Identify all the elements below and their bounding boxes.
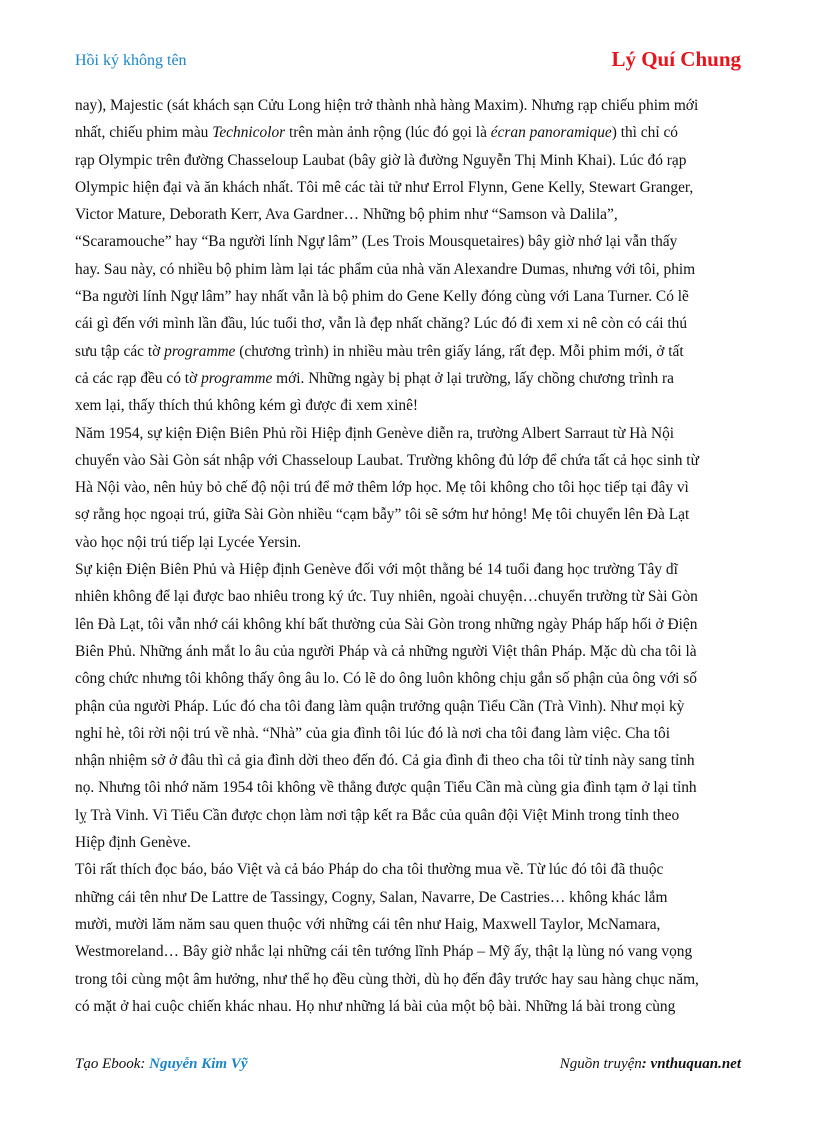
- ebook-maker: Nguyễn Kim Vỹ: [149, 1056, 248, 1072]
- text-segment: Hà Nội vào, nên hủy bỏ chế độ nội trú để mở thêm lớp học. Mẹ tôi không cho tôi học tiếp tại đây vì: [75, 479, 689, 497]
- text-line: [75, 747, 745, 774]
- text-segment: Năm 1954, sự kiện Điện Biên Phủ rồi Hiệp định Genève diễn ra, trường Albert Sarraut từ Hà Nội: [75, 424, 675, 442]
- italic-text: écran panoramique: [490, 124, 612, 142]
- text-line: [75, 856, 745, 883]
- text-segment: Olympic hiện đại và ăn khách nhất. Tôi mê các tài tử như Errol Flynn, Gene Kelly, Stewart Granger,: [75, 178, 694, 196]
- text-segment: Sự kiện Điện Biên Phủ và Hiệp định Genève đối với một thằng bé 14 tuổi đang học trường Tây dĩ: [75, 561, 678, 579]
- text-segment: nhận nhiệm sở ở đâu thì cả gia đình dời theo đến đó. Cả gia đình đi theo cha tôi từ tỉnh này sang tỉnh: [75, 752, 695, 770]
- text-segment: nọ. Nhưng tôi nhớ năm 1954 tôi không về thẳng được quận Tiểu Cần mà cùng gia đình tạm ở lại tỉnh: [75, 779, 697, 797]
- body-paragraph: [75, 856, 745, 1020]
- italic-text: Technicolor: [212, 124, 286, 142]
- italic-text: programme: [201, 369, 273, 387]
- ebook-credit: [75, 1056, 248, 1073]
- text-line: [75, 638, 745, 665]
- text-line: [75, 884, 745, 911]
- text-segment: trên màn ảnh rộng (lúc đó gọi là: [285, 124, 491, 142]
- ebook-label: Tạo Ebook: [75, 1056, 141, 1072]
- text-segment: trong tôi cùng một âm hưởng, như thể họ đều cùng thời, dù họ đến đây trước hay sau hàng chục năm,: [75, 970, 699, 988]
- page-content: [75, 92, 745, 1020]
- text-segment: Biên Phủ. Những ánh mắt lo âu của người Pháp và cả những người Việt thân Pháp. Mặc dù cha tôi là: [75, 642, 697, 660]
- text-line: [75, 338, 745, 365]
- author-name: Lý Quí Chung: [611, 47, 741, 71]
- text-segment: có mặt ở hai cuộc chiến khác nhau. Họ như những lá bài của một bộ bài. Những lá bài trong cùng: [75, 997, 676, 1015]
- text-segment: Westmoreland… Bây giờ nhắc lại những cái tên tướng lĩnh Pháp – Mỹ ấy, thật lạ lùng nó vang vọng: [75, 943, 693, 961]
- text-segment: hay. Sau này, có nhiều bộ phim làm lại tác phẩm của nhà văn Alexandre Dumas, nhưng với tôi, phim: [75, 260, 696, 278]
- text-line: [75, 474, 745, 501]
- source-site: vnthuquan.net: [650, 1056, 741, 1072]
- text-segment: mười, mười lăm năm sau quen thuộc với những cái tên như Haig, Maxwell Taylor, McNamara,: [75, 915, 661, 933]
- text-segment: rạp Olympic trên đường Chasseloup Laubat (bây giờ là đường Nguyễn Thị Minh Khai). Lúc đó rạp: [75, 151, 687, 169]
- text-line: [75, 966, 745, 993]
- text-segment: chuyển vào Sài Gòn sát nhập với Chasseloup Laubat. Trường không đủ lớp để chứa tất cả học sinh từ: [75, 451, 699, 469]
- source-label: Nguồn truyện: [559, 1056, 642, 1072]
- text-segment: Hiệp định Genève.: [75, 834, 191, 852]
- text-line: [75, 283, 745, 310]
- text-segment: mới. Những ngày bị phạt ở lại trường, lấy chồng chương trình ra: [272, 369, 674, 387]
- text-segment: nhất, chiếu phim màu: [75, 124, 213, 142]
- text-segment: sợ rằng học ngoại trú, giữa Sài Gòn nhiều “cạm bẫy” tôi sẽ sớm hư hỏng! Mẹ tôi chuyển lên Đà Lạt: [75, 506, 690, 524]
- text-segment: vào học nội trú tiếp lại Lycée Yersin.: [75, 533, 302, 551]
- text-line: [75, 911, 745, 938]
- text-segment: Victor Mature, Deborath Kerr, Ava Gardner… Những bộ phim như “Samson và Dalila”,: [75, 206, 618, 224]
- text-segment: Tôi rất thích đọc báo, báo Việt và cả báo Pháp do cha tôi thường mua về. Từ lúc đó tôi đã thuộc: [75, 861, 664, 879]
- ebook-separator: :: [140, 1056, 150, 1072]
- text-segment: lên Đà Lạt, tôi vẫn nhớ cái không khí bất thường của Sài Gòn trong những ngày Pháp hấp hối ở Điện: [75, 615, 698, 633]
- text-line: [75, 611, 745, 638]
- text-segment: (chương trình) in nhiều màu trên giấy láng, rất đẹp. Mỗi phim mới, ở tất: [235, 342, 684, 360]
- text-line: [75, 529, 745, 556]
- text-line: [75, 365, 745, 392]
- text-line: [75, 720, 745, 747]
- text-line: [75, 938, 745, 965]
- text-line: [75, 201, 745, 228]
- text-line: [75, 802, 745, 829]
- italic-text: programme: [164, 342, 236, 360]
- text-line: [75, 174, 745, 201]
- text-line: [75, 392, 745, 419]
- text-line: [75, 228, 745, 255]
- text-segment: cái gì đến với mình lần đầu, lúc tuổi thơ, vẫn là đẹp nhất chăng? Lúc đó đi xem xi nê còn có cái thú: [75, 315, 688, 333]
- body-paragraph: [75, 92, 745, 420]
- book-title: Hồi ký không tên: [75, 52, 187, 69]
- text-line: [75, 256, 745, 283]
- text-segment: những cái tên như De Lattre de Tassingy, Cogny, Salan, Navarre, De Castries… không khác lắm: [75, 888, 668, 906]
- text-line: [75, 774, 745, 801]
- text-segment: ) thì chỉ có: [611, 124, 678, 142]
- text-line: [75, 829, 745, 856]
- text-line: [75, 501, 745, 528]
- text-segment: lỵ Trà Vinh. Vì Tiểu Cần được chọn làm nơi tập kết ra Bắc của quân đội Việt Minh trong tỉnh theo: [75, 806, 680, 824]
- text-line: [75, 119, 745, 146]
- text-segment: nhiên không để lại được bao nhiêu trong ký ức. Tuy nhiên, ngoài chuyện…chuyển trường từ Sài Gòn: [75, 588, 698, 606]
- text-line: [75, 420, 745, 447]
- source-credit: [560, 1056, 741, 1073]
- text-segment: xem lại, thấy thích thú không kém gì được đi xem xinê!: [75, 397, 419, 415]
- text-segment: “Scaramouche” hay “Ba người lính Ngự lâm” (Les Trois Mousquetaires) bây giờ nhớ lại vẫn thấy: [75, 233, 678, 251]
- text-line: [75, 583, 745, 610]
- text-segment: “Ba người lính Ngự lâm” hay nhất vẫn là bộ phim do Gene Kelly đóng cùng với Lana Turner. Có lẽ: [75, 288, 689, 306]
- text-line: [75, 92, 745, 119]
- body-paragraph: [75, 556, 745, 856]
- text-segment: phận của người Pháp. Lúc đó cha tôi đang làm quận trưởng quận Tiểu Cần (Trà Vinh). Như mọi kỳ: [75, 697, 685, 715]
- text-line: [75, 665, 745, 692]
- text-line: [75, 447, 745, 474]
- text-line: [75, 693, 745, 720]
- text-segment: nay), Majestic (sát khách sạn Cửu Long hiện trở thành nhà hàng Maxim). Nhưng rạp chiếu phim mới: [75, 97, 699, 114]
- text-segment: cả các rạp đều có tờ: [75, 369, 202, 387]
- text-segment: nghỉ hè, tôi rời nội trú về nhà. “Nhà” của gia đình tôi lúc đó là nơi cha tôi đang làm việc. Cha tôi: [75, 724, 670, 742]
- text-line: [75, 993, 745, 1020]
- text-line: [75, 147, 745, 174]
- body-paragraph: [75, 420, 745, 556]
- text-segment: công chức nhưng tôi không thấy ông âu lo. Có lẽ do ông luôn không chịu gắn số phận của ông với số: [75, 670, 697, 688]
- text-line: [75, 310, 745, 337]
- text-segment: sưu tập các tờ: [75, 342, 165, 360]
- source-separator: :: [641, 1056, 651, 1072]
- text-line: [75, 556, 745, 583]
